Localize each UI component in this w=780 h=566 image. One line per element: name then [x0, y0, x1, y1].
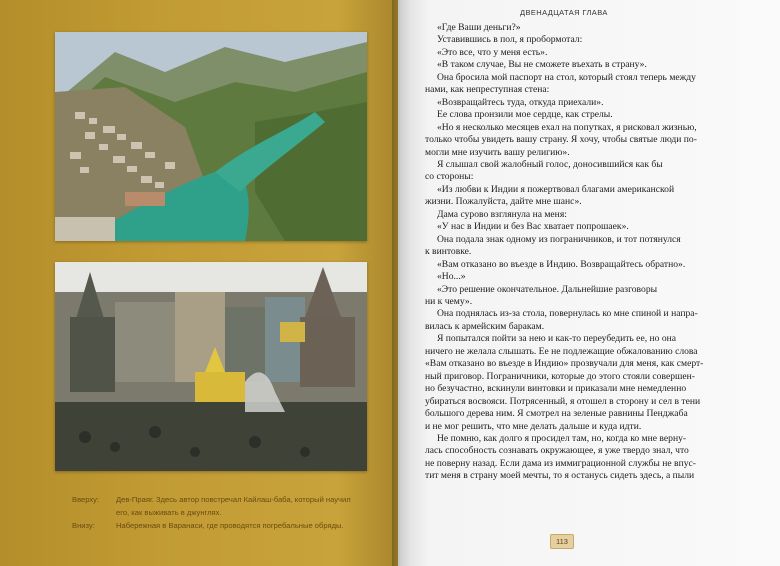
- text-line: «Но я несколько месяцев ехал на попутках, я рисковал жизнью,: [437, 121, 697, 133]
- text-line: Она подала знак одному из пограничников, и тот потянулся: [437, 233, 681, 245]
- text-line: «Вам отказано во въезде в Индию. Возвращайтесь обратно».: [437, 258, 686, 270]
- devprayag-illustration: [55, 32, 367, 241]
- text-line: «Где Ваши деньги?»: [437, 22, 521, 33]
- text-line: «Из любви к Индии я пожертвовал благами американской: [437, 183, 675, 195]
- running-head: ДВЕНАДЦАТАЯ ГЛАВА: [520, 8, 608, 17]
- page-number: 113: [550, 534, 574, 549]
- text-line: ный приговор. Пограничники, которые до этого стояли совершен-: [425, 370, 695, 382]
- caption-text-top: Дев-Праяг. Здесь автор повстречал Кайлаш-баба, который научил: [116, 495, 351, 504]
- text-line: Уставившись в пол, я пробормотал:: [437, 34, 583, 46]
- photo-captions: [72, 493, 377, 532]
- text-line: «Это все, что у меня есть».: [437, 46, 548, 58]
- text-line: и не мог решить, что мне делать дальше и куда идти.: [425, 420, 642, 432]
- text-line: Она бросила мой паспорт на стол, который стоял теперь между: [437, 71, 696, 83]
- text-line: большого дерева ним. Я смотрел на зеленые равнины Пенджаба: [425, 408, 688, 420]
- text-line: Дама сурово взглянула на меня:: [437, 208, 567, 220]
- text-line: ни к чему».: [425, 295, 473, 307]
- text-line: со стороны:: [425, 171, 474, 183]
- text-line: «Вам отказано во въезде в Индию» прозвучали для меня, как смерт-: [425, 358, 704, 370]
- caption-label-bottom: Внизу:: [72, 521, 95, 530]
- book-gutter: [392, 0, 410, 566]
- text-line: «У нас в Индии и без Вас хватает попрошаек».: [437, 221, 629, 233]
- text-line: Не помню, как долго я просидел там, но, когда ко мне верну-: [437, 432, 687, 444]
- text-line: убираться восвояси. Потрясенный, я отошел в сторону и сел в тени: [425, 395, 701, 407]
- varanasi-illustration: [55, 262, 367, 471]
- text-line: могли мне изучить вашу религию».: [425, 146, 570, 158]
- text-line: «Но...»: [437, 271, 466, 283]
- text-line: нами, как непреступная стена:: [425, 84, 550, 96]
- caption-text-top-continued: его, как выживать в джунглях.: [116, 508, 222, 517]
- photo-varanasi: [55, 262, 367, 471]
- text-line: жизни. Пожалуйста, дайте мне шанс».: [425, 196, 582, 208]
- text-line: Она поднялась из-за стола, повернулась ко мне спиной и напра-: [437, 308, 698, 320]
- text-line: «Это решение окончательное. Дальнейшие разговоры: [437, 283, 658, 295]
- caption-text-bottom: Набережная в Варанаси, где проводятся погребальные обряды.: [116, 521, 344, 530]
- text-line: но безучастно, вскинули винтовки и приказали мне немедленно: [425, 383, 687, 395]
- text-line: «Возвращайтесь туда, откуда приехали».: [437, 96, 604, 108]
- caption-top-continued: [72, 506, 377, 519]
- text-line: к винтовке.: [425, 246, 472, 258]
- text-line: Я попытался пойти за нею и как-то переубедить ее, но она: [437, 333, 677, 345]
- text-line: Я слышал свой жалобный голос, доносившийся как бы: [437, 158, 663, 170]
- caption-top: [72, 493, 377, 506]
- caption-bottom: [72, 519, 377, 532]
- text-line: «В таком случае, Вы не сможете въехать в страну».: [437, 59, 647, 71]
- photo-devprayag: [55, 32, 367, 241]
- text-line: вилась к армейским баракам.: [425, 320, 545, 332]
- text-line: только чтобы увидеть вашу страну. Я хочу, чтобы святые люди по-: [425, 134, 697, 146]
- body-text: [425, 22, 760, 483]
- text-line: ничего не желала слышать. Ее не подлежащие обжалованию слова: [425, 345, 698, 357]
- text-line: лась способность сознавать окружающее, я уже твердо знал, что: [425, 445, 689, 457]
- caption-label-empty: [72, 506, 116, 519]
- text-line: Ее слова пронзили мое сердце, как стрелы.: [437, 109, 613, 121]
- text-line: не поверну назад. Если дама из иммиграционной службы не впус-: [425, 457, 696, 469]
- text-line: тит меня в страну моей мечты, то я останусь сидеть здесь, а пыли: [425, 470, 695, 482]
- caption-label-top: Вверху:: [72, 495, 100, 504]
